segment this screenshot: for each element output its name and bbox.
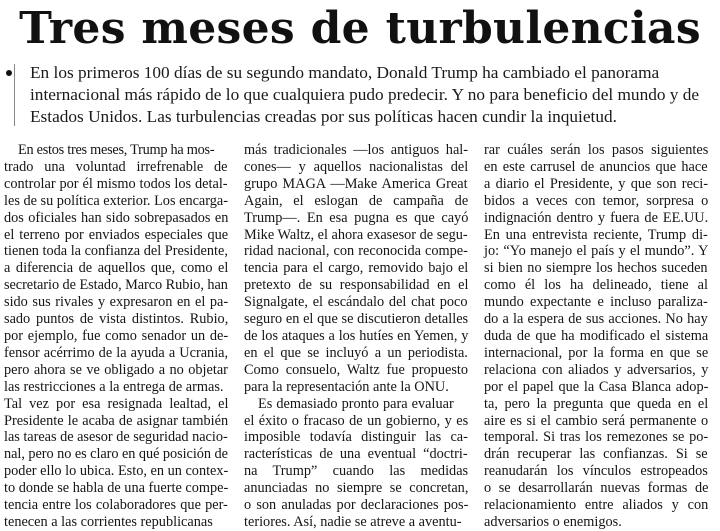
body-line: relacionamiento entre aliados y con bbox=[484, 497, 709, 514]
body-line: imposible todavía distinguir las ca- bbox=[244, 429, 468, 446]
body-line: aire es si el cambio será permanente o bbox=[484, 412, 709, 429]
body-line: tencia para el cargo, removido bajo el bbox=[244, 260, 469, 277]
body-line: las tareas de asesor de seguridad nacio- bbox=[4, 429, 228, 446]
body-line: sido sus rivales y expresaron en el pa- bbox=[4, 294, 229, 311]
body-line: en el que se incluyó a un periodista. bbox=[244, 344, 468, 361]
body-line: pretexto de su responsabilidad en el bbox=[244, 277, 469, 294]
body-line: les de su política exterior. Los encarga- bbox=[4, 192, 229, 209]
deck-line: internacional más rápido de lo que cualquiera pudo predecir. Y no para beneficio del mundo y de bbox=[30, 85, 700, 104]
body-line: na Trump” cuando las medidas bbox=[244, 463, 469, 480]
body-line: rar cuáles serán los pasos siguientes bbox=[484, 142, 709, 158]
body-line: grupo MAGA —Make America Great bbox=[244, 175, 468, 192]
body-line: el éxito o fracaso de un gobierno, y es bbox=[244, 412, 469, 429]
body-line: las restricciones a la entrega de armas. bbox=[4, 378, 224, 395]
body-line: tienen toda la confianza del Presidente, bbox=[4, 243, 228, 260]
deck-line: Estados Unidos. Las turbulencias creadas por sus políticas hacen cundir la inquietud. bbox=[30, 107, 617, 126]
deck-bullet-icon bbox=[6, 70, 12, 76]
body-line: reanudarán los vínculos estropeados bbox=[484, 463, 708, 480]
body-line: tencia entre los colaboradores que per- bbox=[4, 497, 228, 514]
body-line: Mike Waltz, el ahora exasesor de segu- bbox=[244, 226, 468, 243]
body-line: trado una voluntad irrefrenable de bbox=[4, 158, 228, 175]
body-line: Again, el eslogan de campaña de bbox=[244, 192, 469, 209]
body-line: temporal. Si tras los remezones se po- bbox=[484, 429, 709, 446]
body-line: o se desarrollarán nuevas formas de bbox=[484, 480, 709, 497]
body-line: internacional, por la forma en que se bbox=[484, 344, 709, 361]
body-line: seguro en el que se discutieron detalles bbox=[244, 311, 469, 328]
body-line: do a la espera de sus acciones. No hay bbox=[484, 311, 708, 328]
body-line: Signalgate, el escándalo del chat poco bbox=[244, 294, 468, 311]
body-line: por ejemplo, fue como senador un de- bbox=[4, 327, 229, 344]
body-line: anunciadas no siempre se concretan, bbox=[244, 480, 469, 497]
body-line: duda de que ha modificado el sistema bbox=[484, 327, 709, 344]
deck bbox=[30, 62, 714, 128]
body-line: jo: “Yo manejo el país y el mundo”. Y bbox=[484, 243, 709, 260]
body-line: racterísticas de una eventual “doctri- bbox=[244, 446, 468, 463]
body-line: para la representación ante la ONU. bbox=[244, 378, 449, 395]
body-line: como él los ha delineado, tiene al bbox=[484, 277, 708, 294]
body-line: fensor acérrimo de la ayuda a Ucrania, bbox=[4, 344, 229, 361]
body-line: secretario de Estado, Marco Rubio, han bbox=[4, 277, 228, 294]
body-line: dos oficiales han sido sobrepasados en bbox=[4, 209, 229, 226]
body-line: sado puntos de vista distintos. Rubio, bbox=[4, 311, 229, 328]
body-line: En estos tres meses, Trump ha mos- bbox=[18, 142, 215, 158]
body-line: pero ahora se ve obligado a no objetar bbox=[4, 361, 228, 378]
body-line: o son anuladas por declaraciones pos- bbox=[244, 497, 469, 514]
body-line: a diferencia de aquellos que, como el bbox=[4, 260, 229, 277]
body-line: teriores. Así, nadie se atreve a aventu- bbox=[244, 513, 462, 530]
body-line: tenecen a las corrientes republicanas bbox=[4, 513, 213, 530]
body-line: ta, pero la pregunta que queda en el bbox=[484, 395, 709, 412]
body-line: si bien no siempre los hechos suceden bbox=[484, 260, 708, 277]
body-line: por el papel que la Casa Blanca adop- bbox=[484, 378, 709, 395]
body-line: mundo expectante e incluso paraliza- bbox=[484, 294, 708, 311]
body-line: el terreno por enviados especiales que bbox=[4, 226, 229, 243]
body-line: en este carrusel de anuncios que hace bbox=[484, 158, 708, 175]
body-line: controlar por él mismo todos los detal- bbox=[4, 175, 228, 192]
body-line: Como consuelo, Waltz fue propuesto bbox=[244, 361, 469, 378]
body-line: nal, pero no es claro en qué posición de bbox=[4, 446, 228, 463]
body-line: relaciona con aliados y adversarios, y bbox=[484, 361, 709, 378]
body-line: cones— y aquellos nacionalistas del bbox=[244, 158, 469, 175]
deck-divider bbox=[14, 64, 15, 126]
headline: Tres meses de turbulencias bbox=[19, 3, 701, 54]
deck-line: En los primeros 100 días de su segundo mandato, Donald Trump ha cambiado el panorama bbox=[30, 63, 660, 82]
body-column-3 bbox=[484, 142, 708, 531]
body-line: Presidente le acaba de asignar también bbox=[4, 412, 229, 429]
body-line: adversarios o enemigos. bbox=[484, 513, 622, 530]
body-line: indignación dentro y fuera de EE.UU. bbox=[484, 209, 709, 226]
body-line: ridad nacional, con reconocida compe- bbox=[244, 243, 468, 260]
article-body bbox=[0, 142, 720, 530]
body-line: drán recuperar las confianzas. Si se bbox=[484, 446, 708, 463]
body-line: bidos a veces con temor, sorpresa o bbox=[484, 192, 709, 209]
body-column-2 bbox=[244, 142, 468, 531]
body-line: a diario el Presidente, y que son reci- bbox=[484, 175, 708, 192]
body-line: to donde se habla de una fuerte compe- bbox=[4, 480, 229, 497]
body-line: En una entrevista reciente, Trump di- bbox=[484, 226, 708, 243]
body-column-1 bbox=[4, 142, 228, 531]
body-line: Es demasiado pronto para evaluar bbox=[258, 395, 454, 412]
body-line: Trump—. En esa pugna es que cayó bbox=[244, 209, 469, 226]
body-line: de los ataques a los hutíes en Yemen, y bbox=[244, 327, 469, 344]
body-line: Tal vez por esa resignada lealtad, el bbox=[4, 395, 229, 412]
body-line: más tradicionales —los antiguos hal- bbox=[244, 142, 469, 158]
body-line: poder ello lo ubica. Esto, en un contex- bbox=[4, 463, 229, 480]
